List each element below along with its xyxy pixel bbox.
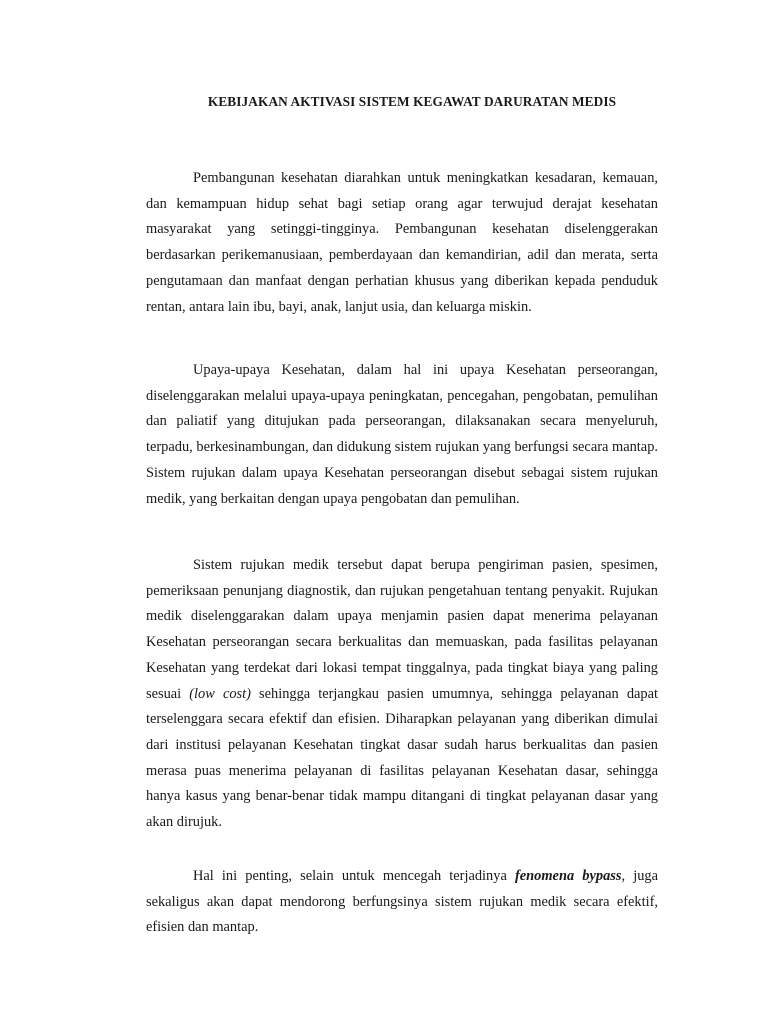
paragraph-3-emphasis-low-cost: (low cost) [189,685,251,702]
paragraph-4 [146,864,658,941]
paragraph-4-emphasis-fenomena-bypass: fenomena bypass [514,868,622,884]
paragraph-3-text-after: sehingga terjangkau pasien umumnya, sehingga pelayanan dapat terselenggara secara efektif dan efisien. Diharapkan pelayanan yang diberikan dimulai dari institusi pelayanan Kesehatan tingkat dasar sudah harus berkualitas dan pasien merasa puas menerima pelayanan di fasilitas pelayanan Kesehatan dasar, sehingga hanya kasus yang benar-benar tidak mampu ditangani di tingkat pelayanan dasar yang akan dirujuk. [146,685,658,831]
document-title: KEBIJAKAN AKTIVASI SISTEM KEGAWAT DARURATAN MEDIS [207,94,617,109]
paragraph-3-text-before: Sistem rujukan medik tersebut dapat berupa pengiriman pasien, spesimen, pemeriksaan penunjang diagnostik, dan rujukan pengetahuan tentang penyakit. Rujukan medik diselenggarakan dalam upaya menjamin pasien dapat menerima pelayanan Kesehatan perseorangan secara berkualitas dan memuaskan, pada fasilitas pelayanan Kesehatan yang terdekat dari lokasi tempat tinggalnya, pada tingkat biaya yang paling sesuai [146,557,658,702]
paragraph-3 [146,553,658,836]
paragraph-1: Pembangunan kesehatan diarahkan untuk meningkatkan kesadaran, kemauan, dan kemampuan hidup sehat bagi setiap orang agar terwujud derajat kesehatan masyarakat yang setinggi-tingginya. Pembangunan kesehatan diselenggerakan berdasarkan perikemanusiaan, pemberdayaan dan kemandirian, adil dan merata, serta pengutamaan dan manfaat dengan perhatian khusus yang diberikan kepada penduduk rentan, antara lain ibu, bayi, anak, lanjut usia, dan keluarga miskin. [146,170,658,315]
paragraph-4-text-before: Hal ini penting, selain untuk mencegah terjadinya [193,868,515,884]
paragraph-2: Upaya-upaya Kesehatan, dalam hal ini upaya Kesehatan perseorangan, diselenggarakan melalui upaya-upaya peningkatan, pencegahan, pengobatan, pemulihan dan paliatif yang ditujukan pada perseorangan, dilaksanakan secara menyeluruh, terpadu, berkesinambungan, dan didukung sistem rujukan yang berfungsi secara mantap. Sistem rujukan dalam upaya Kesehatan perseorangan disebut sebagai sistem rujukan medik, yang berkaitan dengan upaya pengobatan dan pemulihan. [146,362,658,507]
paragraph-4-text-after: , juga sekaligus akan dapat mendorong berfungsinya sistem rujukan medik secara efektif, efisien dan mantap. [146,868,658,936]
